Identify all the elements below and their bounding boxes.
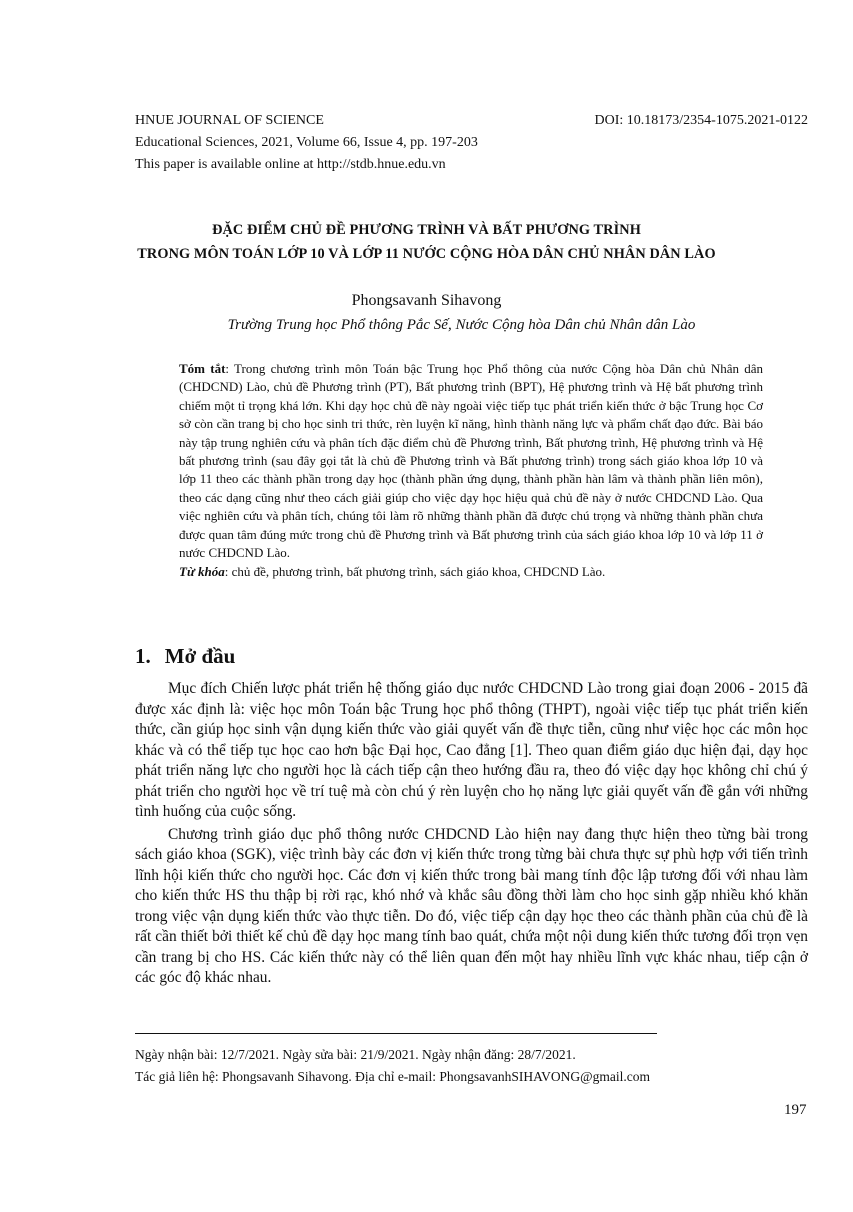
abstract-label: Tóm tắt	[179, 361, 226, 376]
title-line-1: ĐẶC ĐIỂM CHỦ ĐỀ PHƯƠNG TRÌNH VÀ BẤT PHƯƠNG TRÌNH	[212, 222, 641, 238]
body-paragraph-2: Chương trình giáo dục phổ thông nước CHDCND Lào hiện nay đang thực hiện theo từng bài trong sách giáo khoa (SGK), việc trình bày các đơn vị kiến thức trong từng bài chưa thực sự phù hợp với tiến trình lĩnh hội kiến thức cho người học. Các đơn vị kiến thức trong bài mang tính độc lập tương đối với nhau làm cho kiến thức HS thu thập bị rời rạc, khó nhớ và khắc sâu đồng thời làm cho học sinh gặp nhiều khó khăn trong việc vận dụng kiến thức vào thực tiễn. Do đó, việc tiếp cận dạy học theo các thành phần của chủ đề là rất cần thiết bởi thiết kế chủ đề dạy học mang tính bao quát, chứa một nội dung kiến thức tương đối trọn vẹn cần trang bị cho HS. Các kiến thức này có thể liên quan đến một hay nhiều lĩnh vực khác nhau, tiếp cận ở các góc độ khác nhau.	[135, 825, 808, 986]
section-title: Mở đầu	[164, 644, 236, 668]
section-number: 1.	[135, 644, 151, 668]
abstract	[179, 360, 763, 582]
availability-note: This paper is available online at http://stdb.hnue.edu.vn	[135, 157, 446, 172]
abstract-paragraph	[179, 360, 763, 562]
journal-name: HNUE JOURNAL OF SCIENCE	[135, 113, 324, 128]
title-line-2: TRONG MÔN TOÁN LỚP 10 VÀ LỚP 11 NƯỚC CỘNG HÒA DÂN CHỦ NHÂN DÂN LÀO	[137, 246, 716, 262]
footnote-dates: Ngày nhận bài: 12/7/2021. Ngày sửa bài: 21/9/2021. Ngày nhận đăng: 28/7/2021.	[135, 1047, 576, 1062]
doi[interactable]: DOI: 10.18173/2354-1075.2021-0122	[594, 113, 808, 128]
page-number: 197	[784, 1102, 807, 1118]
author-affiliation: Trường Trung học Phổ thông Pắc Sế, Nước Cộng hòa Dân chủ Nhân dân Lào	[227, 317, 696, 333]
footnote-contact: Tác giả liên hệ: Phongsavanh Sihavong. Địa chỉ e-mail: PhongsavanhSIHAVONG@gmail.com	[135, 1069, 650, 1084]
body-paragraph-1: Mục đích Chiến lược phát triển hệ thống giáo dục nước CHDCND Lào trong giai đoạn 2006 - 2015 đã được xác định là: việc học môn Toán bậc Trung học phổ thông (THPT), ngoài việc tiếp tục phát triển kiến thức, cần giúp học sinh vận dụng kiến thức vào giải quyết vấn đề thực tiễn, cũng như việc học các môn học khác và có thể tiếp tục học cao hơn bậc Đại học, Cao đẳng [1]. Theo quan điểm giáo dục hiện đại, dạy học phát triển năng lực cho người học là cách tiếp cận theo hướng đầu ra, theo đó việc dạy học không chỉ chú ý phát triển cho người học về trí tuệ mà còn chú ý rèn luyện cho họ năng lực giải quyết vấn đề gắn với những tình huống của cuộc sống.	[135, 680, 808, 820]
keywords-label: Từ khóa	[179, 564, 225, 580]
author-name: Phongsavanh Sihavong	[351, 292, 502, 309]
keywords	[179, 563, 763, 581]
body-text	[135, 679, 808, 991]
keywords-text: : chủ đề, phương trình, bất phương trình, sách giáo khoa, CHDCND Lào.	[224, 564, 606, 580]
section-heading	[135, 644, 235, 669]
abstract-text: : Trong chương trình môn Toán bậc Trung học Phổ thông của nước Cộng hòa Dân chủ Nhân dân (CHDCND) Lào, chủ đề Phương trình (PT), Bất phương trình (BPT), Hệ phương trình và Hệ bất phương trình chiếm một tỉ trọng khá lớn. Khi dạy học chủ đề này ngoài việc tiếp tục phát triển kiến thức ở bậc Trung học Cơ sở còn cần trang bị cho học sinh tri thức, rèn luyện kĩ năng, hình thành năng lực và phẩm chất đạo đức. Bài báo này tập trung nghiên cứu và phân tích đặc điểm chủ đề Phương trình, Bất phương trình, Hệ phương trình và Hệ bất phương trình (sau đây gọi tắt là chủ đề Phương trình và Bất phương trình) trong sách giáo khoa lớp 10 và lớp 11 theo các thành phần trong dạy học (thành phần ứng dụng, thành phần hàn lâm và thành phần liên môn), theo các dạng cũng như theo cách giải giúp cho việc dạy học hiệu quả chủ đề này ở nước CHDCND Lào. Qua việc nghiên cứu và phân tích, chúng tôi làm rõ những thành phần đã được chú trọng và những thành phần chưa được quan tâm đúng mức trong chủ đề Phương trình và Bất phương trình của sách giáo khoa lớp 10 và lớp 11 ở nước CHDCND Lào.	[179, 361, 763, 561]
volume-info: Educational Sciences, 2021, Volume 66, Issue 4, pp. 197-203	[135, 135, 478, 150]
footnote-divider	[135, 1033, 657, 1034]
